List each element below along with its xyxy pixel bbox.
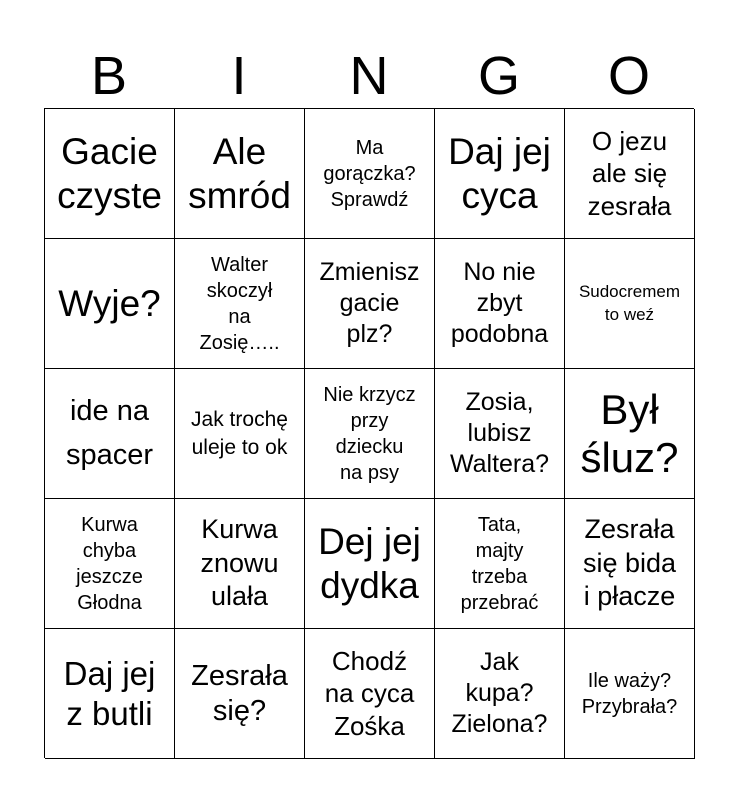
bingo-cell[interactable]: [305, 629, 435, 759]
cell-text: Sudocremem to weź: [578, 281, 681, 324]
cell-text: Gacie czyste: [57, 130, 162, 216]
cell-text: Był śluz?: [580, 386, 679, 481]
bingo-cell[interactable]: [435, 499, 565, 629]
bingo-cell[interactable]: [175, 629, 305, 759]
cell-text: Ma gorączka? Sprawdź: [323, 136, 416, 211]
bingo-cell[interactable]: [565, 629, 695, 759]
bingo-board: [44, 108, 694, 758]
cell-text: No nie zbyt podobna: [450, 257, 549, 349]
cell-text: ide na spacer: [65, 395, 154, 471]
bingo-cell[interactable]: [435, 239, 565, 369]
bingo-cell[interactable]: [175, 369, 305, 499]
bingo-cell[interactable]: [435, 109, 565, 239]
cell-text: Chodź na cyca Zośka: [324, 645, 415, 741]
cell-text: Walter skoczył na Zosię…..: [199, 253, 280, 354]
bingo-cell[interactable]: [435, 629, 565, 759]
header-letter-b: B: [90, 46, 128, 106]
bingo-cell[interactable]: [305, 109, 435, 239]
cell-text: Wyje?: [58, 282, 161, 324]
header-letter-o: O: [607, 46, 650, 106]
cell-text: Zesrała się bida i płacze: [582, 513, 677, 612]
header-letter-g: G: [477, 46, 520, 106]
bingo-cell[interactable]: [565, 369, 695, 499]
bingo-cell[interactable]: [45, 499, 175, 629]
bingo-cell[interactable]: [175, 499, 305, 629]
cell-text: Daj jej cyca: [448, 130, 551, 216]
bingo-cell[interactable]: [45, 109, 175, 239]
cell-text: Zmienisz gacie plz?: [319, 257, 420, 349]
bingo-cell[interactable]: [45, 369, 175, 499]
bingo-cell[interactable]: [565, 499, 695, 629]
bingo-cell[interactable]: [305, 499, 435, 629]
cell-text: Ile waży? Przybrała?: [581, 669, 678, 718]
bingo-header: [44, 46, 694, 106]
cell-text: Tata, majty trzeba przebrać: [460, 513, 539, 614]
bingo-cell[interactable]: [175, 239, 305, 369]
cell-text: Zesrała się?: [191, 659, 288, 727]
bingo-cell[interactable]: [45, 239, 175, 369]
cell-text: Nie krzycz przy dziecku na psy: [323, 383, 416, 484]
header-letter-i: I: [231, 46, 247, 106]
cell-text: Jak trochę uleje to ok: [191, 408, 288, 459]
cell-text: Daj jej z butli: [63, 654, 156, 732]
cell-text: Kurwa znowu ulała: [200, 513, 279, 612]
cell-text: Ale smród: [188, 130, 291, 216]
cell-text: Dej jej dydka: [318, 520, 421, 606]
bingo-cell[interactable]: [45, 629, 175, 759]
cell-text: O jezu ale się zesrała: [587, 125, 672, 221]
bingo-cell[interactable]: [565, 239, 695, 369]
bingo-cell[interactable]: [175, 109, 305, 239]
cell-text: Jak kupa? Zielona?: [451, 647, 548, 739]
cell-text: Kurwa chyba jeszcze Głodna: [76, 513, 143, 614]
cell-text: Zosia, lubisz Waltera?: [449, 387, 550, 479]
bingo-cell[interactable]: [305, 369, 435, 499]
bingo-cell[interactable]: [565, 109, 695, 239]
header-letter-n: N: [349, 46, 389, 106]
bingo-cell[interactable]: [435, 369, 565, 499]
bingo-cell[interactable]: [305, 239, 435, 369]
